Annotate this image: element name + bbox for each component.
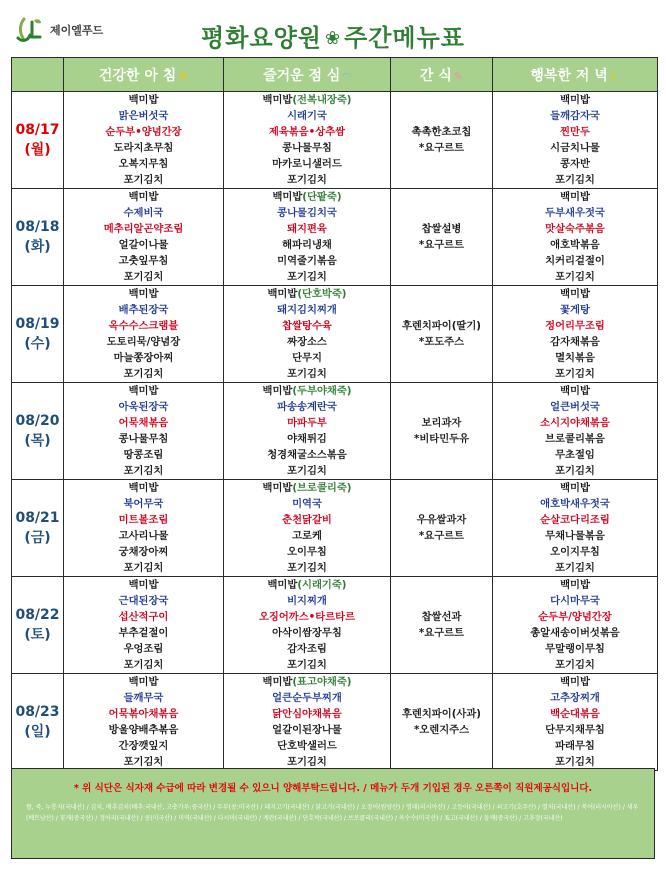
snack-item: *요구르트 [418, 627, 465, 639]
menu-item: 백미밥 [128, 385, 159, 397]
menu-item: 포기김치 [555, 368, 595, 380]
weekday-label: (월) [24, 142, 51, 158]
menu-item: 감자채볶음 [550, 336, 600, 348]
menu-item: 단무지채무침 [545, 724, 605, 736]
menu-item: 오이지무침 [550, 546, 600, 558]
menu-item: 북어무국 [123, 498, 164, 510]
page-header [0, 0, 666, 54]
menu-item: 포기김치 [555, 465, 595, 477]
menu-item: 궁채장아찌 [118, 546, 169, 558]
menu-item: 백미밥 [560, 579, 590, 591]
snack-cell [391, 577, 493, 674]
lunch-cell [224, 286, 391, 383]
menu-item: 애호박새우젓국 [540, 498, 610, 510]
menu-item: 포기김치 [555, 562, 595, 574]
rainbow-icon: ◠ [342, 69, 351, 83]
breakfast-cell [64, 577, 224, 674]
menu-item: 무초절임 [555, 449, 595, 461]
menu-item: 다시마무국 [550, 595, 600, 607]
snack-cell [391, 383, 493, 480]
snack-item: 촉촉한초코칩 [411, 126, 472, 138]
menu-item: 백미밥(전복내장죽) [262, 94, 352, 106]
menu-item: 얼갈이된장나물 [272, 724, 342, 736]
breakfast-cell [64, 92, 224, 189]
day-date-cell [12, 674, 64, 771]
menu-item: 포기김치 [123, 756, 164, 768]
menu-item: 파래무침 [555, 740, 595, 752]
moon-icon: ☾ [609, 69, 620, 83]
weekday-label: (토) [24, 627, 51, 643]
menu-item: 돼지편육 [287, 223, 327, 235]
menu-item: 포기김치 [555, 659, 595, 671]
menu-item: 아욱된장국 [118, 401, 169, 413]
menu-item: 간장깻잎지 [118, 740, 169, 752]
menu-item: 섭산적구이 [118, 611, 169, 623]
menu-item: 포기김치 [287, 659, 327, 671]
menu-item: 포기김치 [555, 174, 595, 186]
day-date-cell [12, 92, 64, 189]
snack-item: 찹쌀선과 [421, 611, 462, 623]
menu-item: 포기김치 [123, 465, 164, 477]
breakfast-cell [64, 286, 224, 383]
snack-item: *비타민두유 [413, 433, 470, 445]
menu-item: 백미밥(시래기죽) [267, 579, 347, 591]
menu-item: 찐만두 [560, 126, 590, 138]
day-row [12, 577, 658, 674]
header-row [12, 58, 658, 92]
menu-item: 꽃게탕 [560, 304, 590, 316]
menu-item: 포기김치 [287, 174, 327, 186]
menu-item: 포기김치 [287, 756, 327, 768]
menu-item: 백미밥 [560, 482, 590, 494]
snack-cell [391, 674, 493, 771]
menu-item: 백미밥 [128, 191, 159, 203]
menu-item: 애호박볶음 [550, 239, 600, 251]
menu-item: 백미밥 [128, 94, 159, 106]
breakfast-cell [64, 674, 224, 771]
menu-item: 마늘쫑장아찌 [113, 352, 174, 364]
dinner-cell [493, 480, 658, 577]
date-label: 08/22 [15, 607, 60, 623]
menu-item: 두부새우젓국 [545, 207, 605, 219]
day-row [12, 189, 658, 286]
menu-item: 들깨감자국 [550, 110, 600, 122]
snack-item: 우유쌀과자 [416, 514, 467, 526]
menu-item: 어묵볶아채볶음 [108, 708, 179, 720]
porridge-label: (표고야채죽) [292, 676, 352, 688]
snack-item: *요구르트 [418, 239, 465, 251]
weekday-label: (금) [24, 530, 51, 546]
menu-item: 백미밥 [560, 385, 590, 397]
menu-item: 소시지야채볶음 [540, 417, 610, 429]
day-date-cell [12, 480, 64, 577]
menu-item: 단무지 [292, 352, 322, 364]
menu-item: 시래기국 [287, 110, 327, 122]
menu-item: 브로콜리볶음 [545, 433, 605, 445]
corner-header [12, 58, 64, 92]
menu-item: 들깨무국 [123, 692, 164, 704]
menu-item: 도라지초무침 [113, 142, 174, 154]
dinner-cell [493, 674, 658, 771]
weekday-label: (화) [24, 239, 51, 255]
menu-item: 맛살숙주볶음 [545, 223, 605, 235]
weekday-label: (목) [24, 433, 51, 449]
menu-item: 청경채굴소스볶음 [267, 449, 347, 461]
lunch-cell [224, 189, 391, 286]
title-left: 평화요양원 [201, 24, 322, 52]
menu-item: 도토리묵/양념장 [106, 336, 181, 348]
day-date-cell [12, 286, 64, 383]
dinner-cell [493, 286, 658, 383]
menu-item: 무채나물볶음 [545, 530, 605, 542]
menu-item: 포기김치 [123, 174, 164, 186]
lunch-cell [224, 577, 391, 674]
snack-item: 후렌치파이(사과) [401, 708, 482, 720]
menu-item: 땅콩조림 [123, 449, 164, 461]
menu-item: 백미밥(단호박죽) [267, 288, 347, 300]
menu-item: 백미밥(브로콜리죽) [262, 482, 352, 494]
snack-item: 보리과자 [421, 417, 462, 429]
menu-item: 아삭이쌈장무침 [272, 627, 342, 639]
snack-cell [391, 480, 493, 577]
menu-item: 짜장소스 [287, 336, 327, 348]
menu-item: 백미밥 [128, 579, 159, 591]
menu-item: 포기김치 [555, 756, 595, 768]
menu-item: 단호박샐러드 [277, 740, 337, 752]
snack-item: *포도주스 [418, 336, 465, 348]
menu-item: 순두부/양념간장 [538, 611, 612, 623]
menu-item: 오이무침 [287, 546, 327, 558]
weekday-label: (수) [24, 336, 51, 352]
menu-notice: * 위 식단은 식자재 수급에 따라 변경될 수 있으니 양해부탁드립니다. / 메뉴가 두개 기입된 경우 오른쪽이 직원제공식입니다. [73, 783, 593, 794]
menu-item: 미역국 [292, 498, 322, 510]
menu-item: 콩나물김치국 [277, 207, 337, 219]
menu-item: 백미밥 [128, 288, 159, 300]
day-row [12, 286, 658, 383]
menu-item: 우엉조림 [123, 643, 164, 655]
porridge-label: (단호박죽) [297, 288, 347, 300]
menu-item: 어묵채볶음 [118, 417, 169, 429]
breakfast-cell [64, 189, 224, 286]
menu-item: 감자조림 [287, 643, 327, 655]
snack-item: 후렌치파이(딸기) [401, 320, 482, 332]
candy-icon: ✎ [453, 69, 464, 83]
footer-notice-box [11, 768, 655, 859]
day-row [12, 92, 658, 189]
menu-item: 근대된장국 [118, 595, 169, 607]
menu-item: 오징어까스•타르타르 [258, 611, 356, 623]
porridge-label: (두부야채죽) [292, 385, 352, 397]
menu-item: 시금치나물 [550, 142, 600, 154]
snack-header: 간 식 ✎ [391, 58, 493, 92]
menu-item: 백미밥(단팥죽) [272, 191, 342, 203]
day-row [12, 674, 658, 771]
snack-item: *요구르트 [418, 142, 465, 154]
date-label: 08/18 [15, 219, 60, 235]
menu-item: 고사리나물 [118, 530, 169, 542]
porridge-label: (전복내장죽) [292, 94, 352, 106]
porridge-label: (시래기죽) [297, 579, 347, 591]
dinner-cell [493, 383, 658, 480]
menu-item: 포기김치 [123, 562, 164, 574]
menu-item: 백미밥 [560, 94, 590, 106]
date-label: 08/21 [15, 510, 60, 526]
dinner-cell [493, 577, 658, 674]
menu-item: 백미밥(두부야채죽) [262, 385, 352, 397]
menu-item: 백미밥(표고야채죽) [262, 676, 352, 688]
menu-item: 찹쌀탕수육 [282, 320, 332, 332]
menu-item: 백미밥 [560, 288, 590, 300]
breakfast-cell [64, 480, 224, 577]
date-label: 08/23 [15, 704, 60, 720]
weekly-menu-table [11, 57, 658, 771]
menu-item: 콩나물무침 [118, 433, 169, 445]
menu-item: 방울양배추볶음 [108, 724, 179, 736]
menu-item: 미트볼조림 [118, 514, 169, 526]
page-title [0, 18, 666, 53]
menu-item: 멸치볶음 [555, 352, 595, 364]
menu-item: 백미밥 [560, 191, 590, 203]
menu-item: 치커리겉절이 [545, 255, 605, 267]
day-date-cell [12, 189, 64, 286]
menu-item: 닭안심야채볶음 [272, 708, 342, 720]
dinner-cell [493, 92, 658, 189]
snack-item: *요구르트 [418, 530, 465, 542]
lunch-cell [224, 674, 391, 771]
leaf-divider-icon: ❀ [324, 28, 342, 49]
menu-item: 순두부•양념간장 [105, 126, 182, 138]
menu-item: 포기김치 [555, 271, 595, 283]
lunch-cell [224, 92, 391, 189]
weekday-label: (일) [24, 724, 51, 740]
menu-item: 오복지무침 [118, 158, 169, 170]
snack-item: 찹쌀설병 [421, 223, 462, 235]
date-label: 08/20 [15, 413, 60, 429]
menu-item: 얼큰순두부찌개 [272, 692, 342, 704]
menu-item: 비지찌개 [287, 595, 327, 607]
lunch-header: 즐거운 점 심 ◠ [224, 58, 391, 92]
dinner-header: 행복한 저 녁 ☾ [493, 58, 658, 92]
menu-item: 부추겉절이 [118, 627, 169, 639]
menu-item: 메추리알곤약조림 [103, 223, 184, 235]
menu-item: 춘천닭갈비 [282, 514, 332, 526]
origin-info: 쌀, 죽, 누룽지(국내산) / 김치, 배추김치(배추:국내산, 고춧가루:중국산) / 두부(콩:미국산) / 돼지고기(국내산) / 닭고기(국내산) / 오징어(원양산) / 명태(러시아산) / 고등어(국내산) / 쇠고기(호주산) / 멸치(국내산) / 북어(러시아산) / 새우(베트남산) / 꽃게(중국산) / 정어리(국내산) / 콩(미국산) / 미역(국내산) / 다시마(국내산) / 계란(국내산) / 단호박(국내산) / 브로콜리(국내산) / 옥수수(미국산) / 표고(국내산) / 들깨(중국산) / 고추장(국내산) [26, 804, 639, 822]
menu-item: 얼큰버섯국 [550, 401, 600, 413]
porridge-label: (단팥죽) [302, 191, 342, 203]
menu-item: 정어리무조림 [545, 320, 605, 332]
menu-item: 포기김치 [287, 271, 327, 283]
menu-item: 돼지김치찌개 [277, 304, 337, 316]
menu-item: 해파리냉채 [282, 239, 332, 251]
menu-item: 무말랭이무침 [545, 643, 605, 655]
brand-name: 제이엘푸드 [50, 24, 104, 37]
snack-cell [391, 286, 493, 383]
menu-item: 백미밥 [128, 676, 159, 688]
menu-item: 고추장찌개 [550, 692, 600, 704]
menu-item: 마카로니샐러드 [272, 158, 342, 170]
menu-item: 순살코다리조림 [540, 514, 610, 526]
snack-item: *오렌지주스 [413, 724, 470, 736]
dinner-cell [493, 189, 658, 286]
snack-cell [391, 189, 493, 286]
menu-item: 마파두부 [287, 417, 327, 429]
menu-item: 고춧잎무침 [118, 255, 169, 267]
day-row [12, 383, 658, 480]
sun-icon: ☀ [178, 69, 189, 83]
day-date-cell [12, 577, 64, 674]
day-row [12, 480, 658, 577]
breakfast-cell [64, 383, 224, 480]
menu-item: 총알새송이버섯볶음 [530, 627, 620, 639]
menu-item: 백순대볶음 [550, 708, 600, 720]
date-label: 08/17 [15, 122, 60, 138]
snack-cell [391, 92, 493, 189]
menu-item: 옥수수스크램블 [108, 320, 179, 332]
menu-item: 포기김치 [123, 368, 164, 380]
breakfast-header: 건강한 아 침 ☀ [64, 58, 224, 92]
lunch-cell [224, 480, 391, 577]
menu-item: 고로케 [292, 530, 322, 542]
porridge-label: (브로콜리죽) [292, 482, 352, 494]
menu-item: 배추된장국 [118, 304, 169, 316]
menu-item: 콩자반 [560, 158, 590, 170]
menu-item: 맑은버섯국 [118, 110, 169, 122]
menu-item: 야채튀김 [287, 433, 327, 445]
menu-item: 포기김치 [287, 465, 327, 477]
menu-item: 파송송계란국 [277, 401, 337, 413]
menu-item: 미역줄기볶음 [277, 255, 337, 267]
menu-item: 수제비국 [123, 207, 164, 219]
day-date-cell [12, 383, 64, 480]
menu-item: 포기김치 [287, 368, 327, 380]
menu-item: 백미밥 [128, 482, 159, 494]
menu-item: 백미밥 [560, 676, 590, 688]
menu-item: 포기김치 [123, 659, 164, 671]
date-label: 08/19 [15, 316, 60, 332]
menu-item: 포기김치 [123, 271, 164, 283]
menu-item: 콩나물무침 [282, 142, 332, 154]
menu-item: 얼갈이나물 [118, 239, 169, 251]
lunch-cell [224, 383, 391, 480]
menu-item: 포기김치 [287, 562, 327, 574]
menu-item: 제육볶음•상추쌈 [268, 126, 346, 138]
title-right: 주간메뉴표 [344, 24, 465, 52]
